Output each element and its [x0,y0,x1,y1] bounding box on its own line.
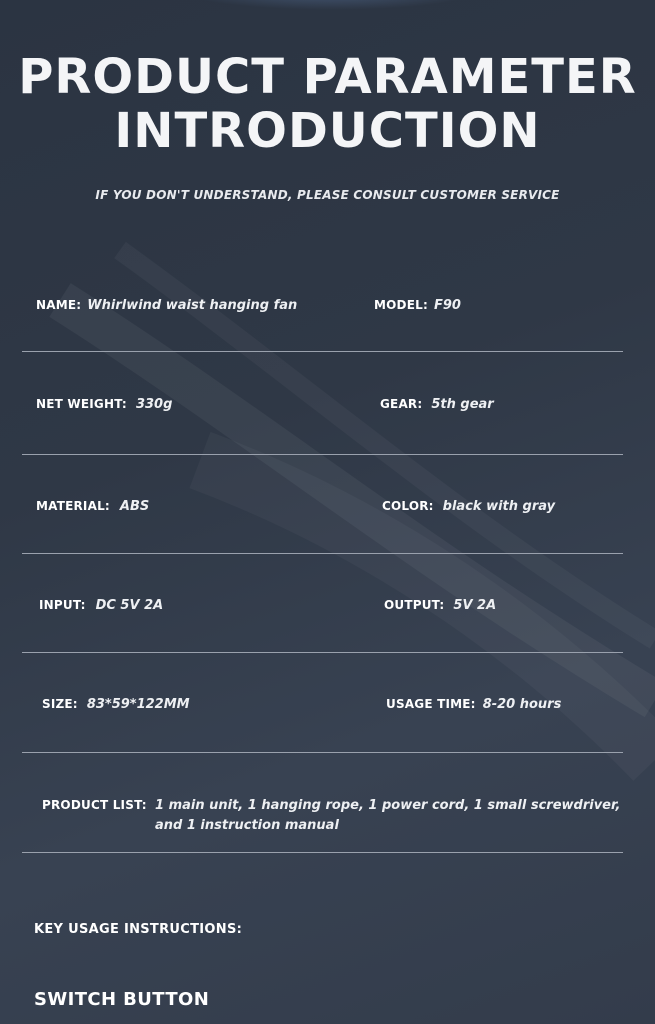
param-usage-time [386,697,561,712]
param-name-value: Whirlwind waist hanging fan [87,298,298,313]
divider [22,752,623,753]
param-input-label: INPUT: [39,598,86,612]
param-gear-value: 5th gear [431,397,494,412]
param-usage-time-value: 8-20 hours [482,697,562,712]
param-product-list-line-2: and 1 instruction manual [155,818,339,833]
param-product-list-line-1: 1 main unit, 1 hanging rope, 1 power cord, 1 small screwdriver, [155,798,621,813]
page-subtitle: IF YOU DON'T UNDERSTAND, PLEASE CONSULT CUSTOMER SERVICE [95,188,560,202]
param-output-value: 5V 2A [453,598,497,613]
param-model [374,298,461,313]
divider [22,852,623,853]
top-glow [180,0,480,10]
param-color [382,499,555,514]
param-material-label: MATERIAL: [36,499,110,513]
param-usage-time-label: USAGE TIME: [386,697,476,711]
switch-button-heading: SWITCH BUTTON [34,989,210,1010]
param-model-label: MODEL: [374,298,428,312]
param-gear [380,397,494,412]
param-color-value: black with gray [442,499,556,514]
param-product-list-label: PRODUCT LIST: [42,798,147,812]
param-net-weight [36,397,172,412]
param-material-value: ABS [119,499,150,514]
param-size-label: SIZE: [42,697,78,711]
page-title-line-1: PRODUCT PARAMETER [18,49,637,105]
param-name [36,298,297,313]
param-model-value: F90 [433,298,461,313]
param-output [384,598,496,613]
param-net-weight-value: 330g [135,397,173,412]
param-input-value: DC 5V 2A [95,598,164,613]
page-title-line-2: INTRODUCTION [114,103,541,159]
param-product-list-value [155,796,635,836]
param-size [42,697,190,712]
divider [22,553,623,554]
param-name-label: NAME: [36,298,82,312]
divider [22,454,623,455]
param-output-label: OUTPUT: [384,598,445,612]
param-input [39,598,163,613]
key-usage-heading: KEY USAGE INSTRUCTIONS: [34,922,243,937]
param-size-value: 83*59*122MM [86,697,190,712]
param-color-label: COLOR: [382,499,434,513]
divider [22,351,623,352]
param-material [36,499,149,514]
param-gear-label: GEAR: [380,397,423,411]
param-net-weight-label: NET WEIGHT: [36,397,127,411]
divider [22,652,623,653]
